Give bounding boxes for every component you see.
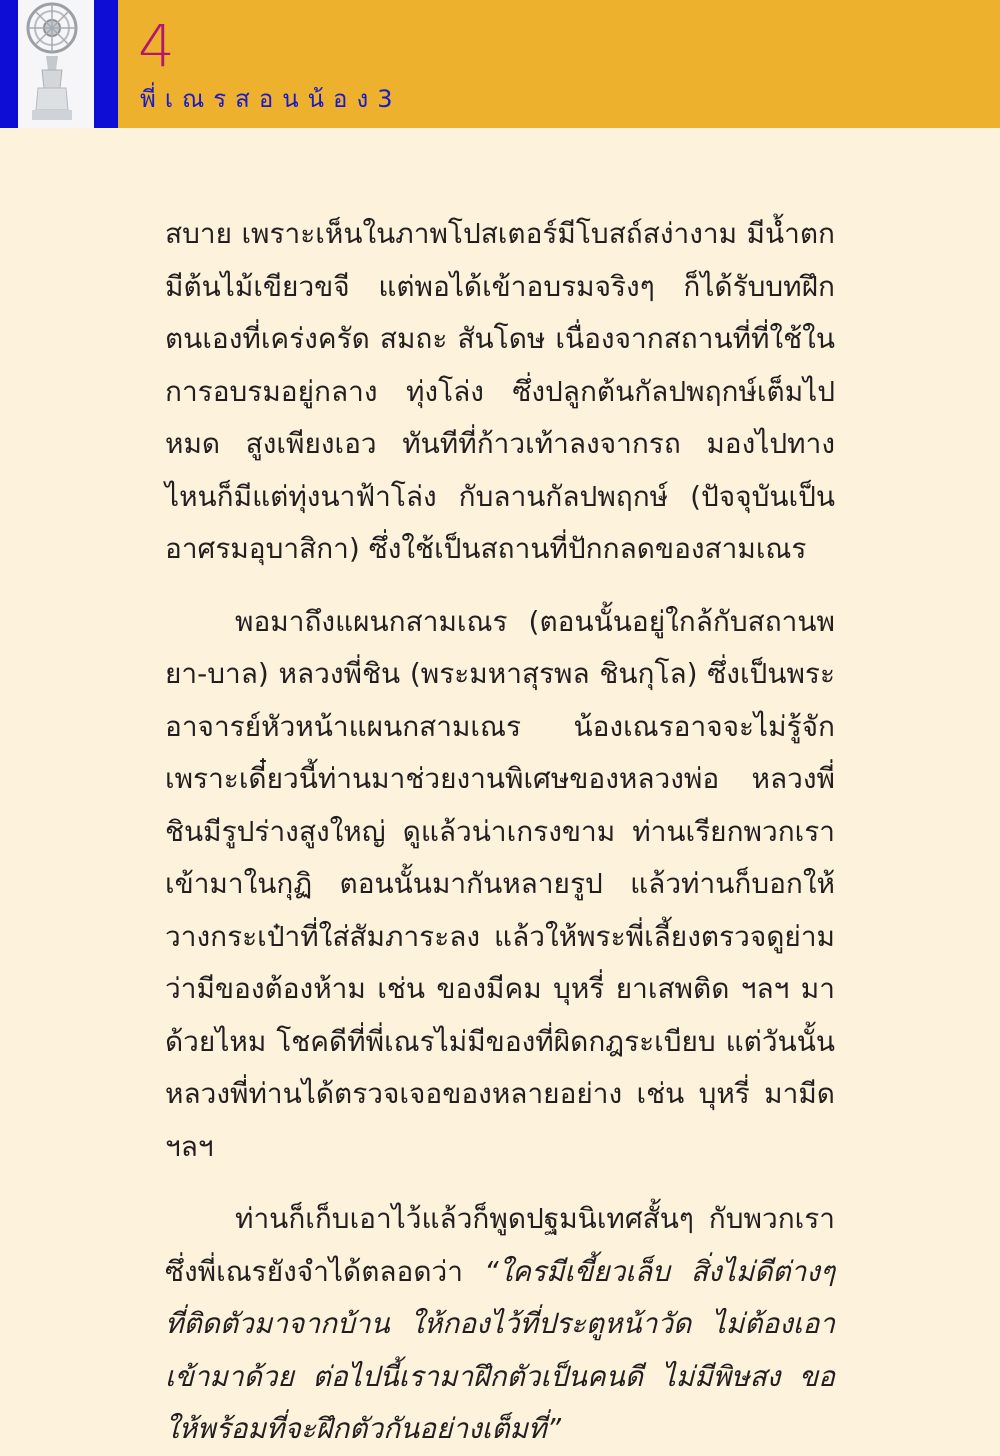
paragraph-3-lead: ท่านก็เก็บเอาไว้แล้วก็พูดปฐมนิเทศสั้นๆ กับพวกเรา ซึ่งพี่เณรยังจำได้ตลอดว่า xyxy=(165,1202,835,1288)
header-blue-stripe-right xyxy=(94,0,118,128)
paragraph-3-quote: “ใครมีเขี้ยวเล็บ สิ่งไม่ดีต่างๆ ที่ติดตัวมาจากบ้าน ให้กองไว้ที่ประตูหน้าวัด ไม่ต้องเอาเข้ามาด้วย ต่อไปนี้เรามาฝึกตัวเป็นคนดี ไม่มีพิษสง ขอให้พร้อมที่จะฝึกตัวกันอย่างเต็มที่” xyxy=(165,1254,835,1445)
page-number: 4 xyxy=(138,12,175,80)
body-text xyxy=(165,208,835,1456)
paragraph-1: สบาย เพราะเห็นในภาพโปสเตอร์มีโบสถ์สง่างาม มีน้ำตก มีต้นไม้เขียวขจี แต่พอได้เข้าอบรมจริงๆ ก็ได้รับบทฝึกตนเองที่เคร่งครัด สมถะ สันโดษ เนื่องจากสถานที่ที่ใช้ในการอบรมอยู่กลาง ทุ่งโล่ง ซึ่งปลูกต้นกัลปพฤกษ์เต็มไปหมด สูงเพียงเอว ทันทีที่ก้าวเท้าลงจากรถ มองไปทางไหนก็มีแต่ทุ่งนาฟ้าโล่ง กับลานกัลปพฤกษ์ (ปัจจุบันเป็นอาศรมอุบาสิกา) ซึ่งใช้เป็นสถานที่ปักกลดของสามเณร xyxy=(165,217,835,565)
emblem-panel xyxy=(18,0,94,128)
page-header xyxy=(0,0,1000,128)
paragraph-2: พอมาถึงแผนกสามเณร (ตอนนั้นอยู่ใกล้กับสถานพยา-บาล) หลวงพี่ชิน (พระมหาสุรพล ชินกุโล) ซึ่งเป็นพระอาจารย์หัวหน้าแผนกสามเณร น้องเณรอาจจะไม่รู้จัก เพราะเดี๋ยวนี้ท่านมาช่วยงานพิเศษของหลวงพ่อ หลวงพี่ชินมีรูปร่างสูงใหญ่ ดูแล้วน่าเกรงขาม ท่านเรียกพวกเราเข้ามาในกุฏิ ตอนนั้นมากันหลายรูป แล้วท่านก็บอกให้วางกระเป๋าที่ใส่สัมภาระลง แล้วให้พระพี่เลี้ยงตรวจดูย่ามว่ามีของต้องห้าม เช่น ของมีคม บุหรี่ ยาเสพติด ฯลฯ มาด้วยไหม โชคดีที่พี่เณรไม่มีของที่ผิดกฎระเบียบ แต่วันนั้นหลวงพี่ท่านได้ตรวจเจอของหลายอย่าง เช่น บุหรี่ มามีด ฯลฯ xyxy=(165,604,835,1163)
paragraph-3 xyxy=(165,1193,835,1456)
header-blue-stripe-left xyxy=(0,0,18,128)
running-title: พี่เณรสอนน้อง3 xyxy=(140,85,402,113)
wheel-emblem-icon xyxy=(18,0,94,128)
